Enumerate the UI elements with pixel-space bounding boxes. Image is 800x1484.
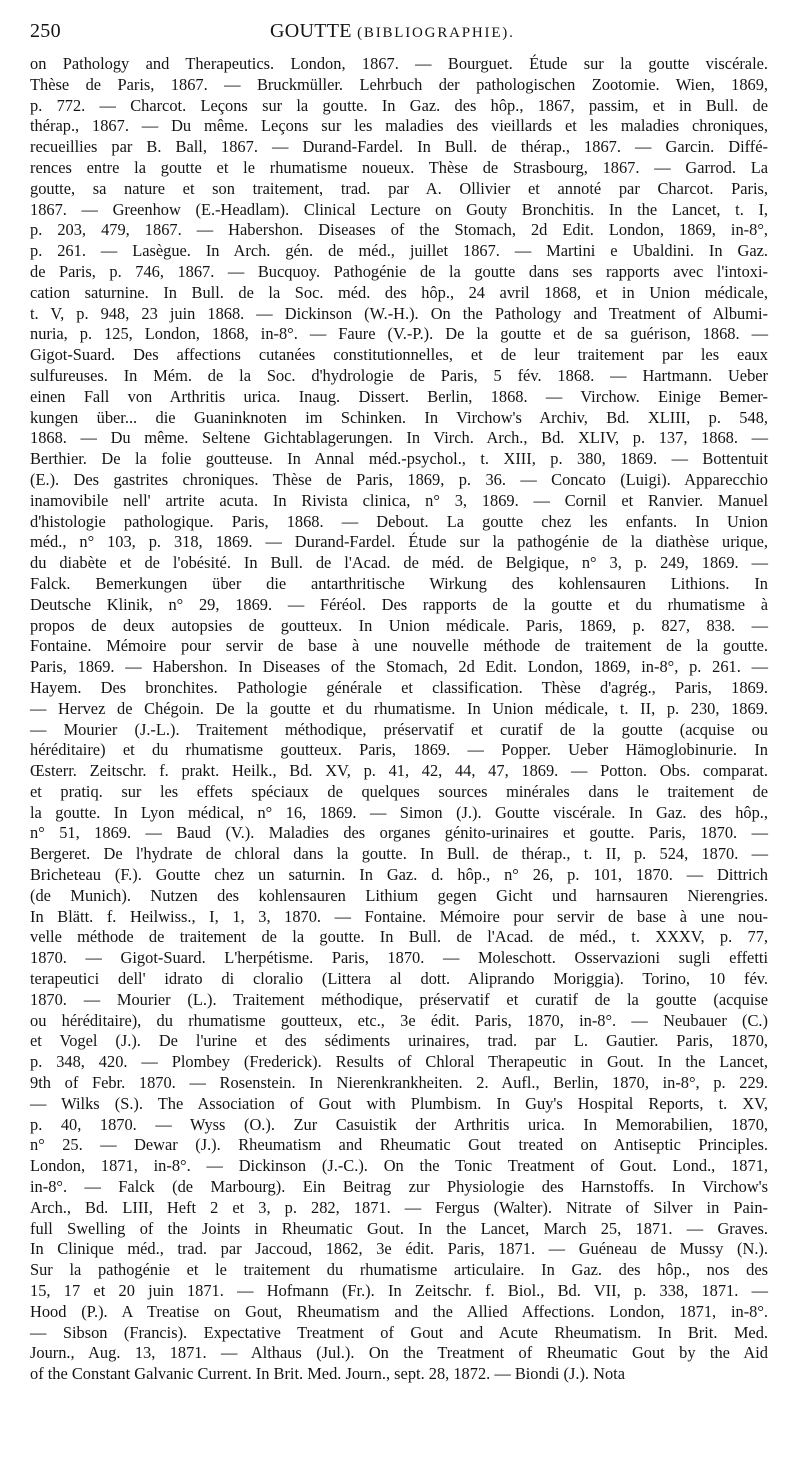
text-line: cation saturnine. In Bull. de la Soc. méd. des hôp., 24 avril 1868, et in Union médicale, [30,282,768,302]
text-line: Hayem. Des bronchites. Pathologie générale et classification. Thèse d'agrég., Paris, 1869. [30,677,768,697]
text-line: (de Munich). Nutzen des kohlensauren Lithium gegen Gicht und harnsauren Nierengries. [30,885,768,905]
text-line: Œsterr. Zeitschr. f. prakt. Heilk., Bd. XV, p. 41, 42, 44, 47, 1869. — Potton. Obs. comparat. [30,761,768,781]
running-subtitle: (BIBLIOGRAPHIE). [357,25,515,41]
text-line: recueillies par B. Ball, 1867. — Durand-Fardel. In Bull. de thérap., 1867. — Garcin. Diffé- [30,137,768,157]
text-line: 1870. — Mourier (L.). Traitement méthodique, préservatif et curatif de la goutte (acquise [30,989,768,1009]
text-line: Berthier. De la folie goutteuse. In Annal méd.-psychol., t. XIII, p. 380, 1869. — Bottentuit [30,449,768,469]
text-line: et Vogel (J.). De l'urine et des sédiments urinaires, trad. par L. Gautier. Paris, 1870, [30,1031,768,1051]
running-title: GOUTTE [270,20,352,42]
text-line: p. 40, 1870. — Wyss (O.). Zur Casuistik der Arthritis urica. In Memorabilien, 1870, [30,1114,768,1134]
text-line: p. 348, 420. — Plombey (Frederick). Results of Chloral Therapeutic in Gout. In the Lancet, [30,1052,768,1072]
text-line: Hood (P.). A Treatise on Gout, Rheumatism and the Allied Affections. London, 1871, in-8°. [30,1301,768,1321]
text-line: p. 772. — Charcot. Leçons sur la goutte. In Gaz. des hôp., 1867, passim, et in Bull. de [30,95,768,115]
text-line: de Paris, p. 746, 1867. — Bucquoy. Pathogénie de la goutte dans ses rapports avec l'intoxi- [30,261,768,281]
text-line: et pratiq. sur les effets spéciaux de quelques sources minérales dans le traitement de [30,781,768,801]
text-line: sulfureuses. In Mém. de la Soc. d'hydrologie de Paris, 5 fév. 1868. — Hartmann. Ueber [30,365,768,385]
text-line: In Blätt. f. Heilwiss., I, 1, 3, 1870. — Fontaine. Mémoire pour servir de base à une nou- [30,906,768,926]
text-line: la goutte. In Lyon médical, n° 16, 1869. — Simon (J.). Goutte viscérale. In Gaz. des hôp., [30,802,768,822]
text-line: p. 203, 479, 1867. — Habershon. Diseases of the Stomach, 2d Edit. London, 1869, in-8°, [30,220,768,240]
text-line: in-8°. — Falck (de Marbourg). Ein Beitrag zur Physiologie des Harnstoffs. In Virchow's [30,1177,768,1197]
text-line: Paris, 1869. — Habershon. In Diseases of the Stomach, 2d Edit. London, 1869, in-8°, p. 261. — [30,657,768,677]
text-line: — Hervez de Chégoin. De la goutte et du rhumatisme. In Union médicale, t. II, p. 230, 1869. [30,698,768,718]
text-line: on Pathology and Therapeutics. London, 1867. — Bourguet. Étude sur la goutte viscérale. [30,54,768,73]
text-line: (E.). Des gastrites chroniques. Thèse de Paris, 1869, p. 36. — Concato (Luigi). Apparecchio [30,469,768,489]
text-line: d'histologie pathologique. Paris, 1868. — Debout. La goutte chez les enfants. In Union [30,511,768,531]
text-line: goutte, sa nature et son traitement, trad. par A. Ollivier et annoté par Charcot. Paris, [30,178,768,198]
text-line: Sur la pathogénie et le traitement du rhumatisme articulaire. In Gaz. des hôp., nos des [30,1260,768,1280]
text-line: du diabète et de l'obésité. In Bull. de l'Acad. de méd. de Belgique, n° 3, p. 249, 1869. — [30,553,768,573]
text-line: Thèse de Paris, 1867. — Bruckmüller. Lehrbuch der pathologischen Zootomie. Wien, 1869, [30,74,768,94]
text-line: Fontaine. Mémoire pour servir de base à une nouvelle méthode de traitement de la goutte. [30,636,768,656]
text-line: Bricheteau (F.). Goutte chez un saturnin. In Gaz. d. hôp., n° 26, p. 101, 1870. — Dittrich [30,865,768,885]
text-line: — Mourier (J.-L.). Traitement méthodique, préservatif et curatif de la goutte (acquise ou [30,719,768,739]
text-line: thérap., 1867. — Du même. Leçons sur les maladies des vieillards et les maladies chroniques, [30,116,768,136]
text-line: 1868. — Du même. Seltene Gichtablagerungen. In Virch. Arch., Bd. XLIV, p. 137, 1868. — [30,428,768,448]
text-line: Gigot-Suard. Des affections cutanées constitutionnelles, et de leur traitement par les eaux [30,345,768,365]
text-line: 9th of Febr. 1870. — Rosenstein. In Nierenkrankheiten. 2. Aufl., Berlin, 1870, in-8°, p. 229. [30,1073,768,1093]
text-line: Journ., Aug. 13, 1871. — Althaus (Jul.). On the Treatment of Rheumatic Gout by the Aid [30,1343,768,1363]
text-line: kungen über... die Guaninknoten im Schinken. In Virchow's Archiv, Bd. XLIII, p. 548, [30,407,768,427]
text-line: terapeutici dell' idrato di cloralio (Littera al dott. Aliprando Moriggia). Torino, 10 fév. [30,969,768,989]
text-line: n° 51, 1869. — Baud (V.). Maladies des organes génito-urinaires et goutte. Paris, 1870. — [30,823,768,843]
text-line: rences entre la goutte et le rhumatisme noueux. Thèse de Strasbourg, 1867. — Garrod. La [30,157,768,177]
page-number: 250 [30,20,61,42]
text-line: nuria, p. 125, London, 1868, in-8°. — Faure (V.-P.). De la goutte et de sa guérison, 1868. — [30,324,768,344]
text-line: — Sibson (Francis). Expectative Treatment of Gout and Acute Rheumatism. In Brit. Med. [30,1322,768,1342]
text-line: méd., n° 103, p. 318, 1869. — Durand-Fardel. Étude sur la pathogénie de la diathèse urique, [30,532,768,552]
text-line: — Wilks (S.). The Association of Gout with Plumbism. In Guy's Hospital Reports, t. XV, [30,1093,768,1113]
text-line: In Clinique méd., trad. par Jaccoud, 1862, 3e édit. Paris, 1871. — Guéneau de Mussy (N.). [30,1239,768,1259]
text-line: propos de deux autopsies de goutteux. In Union médicale. Paris, 1869, p. 827, 838. — [30,615,768,635]
text-line: n° 25. — Dewar (J.). Rheumatism and Rheumatic Gout treated on Antiseptic Principles. [30,1135,768,1155]
text-line: full Swelling of the Joints in Rheumatic Gout. In the Lancet, March 25, 1871. — Graves. [30,1218,768,1238]
running-header [30,20,768,54]
text-line: 1870. — Gigot-Suard. L'herpétisme. Paris, 1870. — Moleschott. Osservazioni sugli effetti [30,948,768,968]
bibliography-text [30,54,768,1385]
text-line: 1867. — Greenhow (E.-Headlam). Clinical Lecture on Gouty Bronchitis. In the Lancet, t. I, [30,199,768,219]
text-line: 15, 17 et 20 juin 1871. — Hofmann (Fr.). In Zeitschr. f. Biol., Bd. VII, p. 338, 1871. — [30,1281,768,1301]
text-line: einen Fall von Arthritis urica. Inaug. Dissert. Berlin, 1868. — Virchow. Einige Bemer- [30,386,768,406]
text-line: t. V, p. 948, 23 juin 1868. — Dickinson (W.-H.). On the Pathology and Treatment of Albumi- [30,303,768,323]
text-line: Arch., Bd. LIII, Heft 2 et 3, p. 282, 1871. — Fergus (Walter). Nitrate of Silver in Pain- [30,1197,768,1217]
text-line: inamovibile nell' artrite acuta. In Rivista clinica, n° 3, 1869. — Cornil et Ranvier. Manuel [30,490,768,510]
text-line: ou héréditaire), du rhumatisme goutteux, etc., 3e édit. Paris, 1870, in-8°. — Neubauer (C.) [30,1010,768,1030]
text-line: of the Constant Galvanic Current. In Brit. Med. Journ., sept. 28, 1872. — Biondi (J.). Nota [30,1364,625,1384]
text-line: Bergeret. De l'hydrate de chloral dans la goutte. In Bull. de thérap., t. II, p. 524, 1870. — [30,844,768,864]
text-line: Falck. Bemerkungen über die antarthritische Wirkung des kohlensauren Lithions. In [30,573,768,593]
text-line: héréditaire) et du rhumatisme goutteux. Paris, 1869. — Popper. Ueber Hämoglobinurie. In [30,740,768,760]
text-line: Deutsche Klinik, n° 29, 1869. — Féréol. Des rapports de la goutte et du rhumatisme à [30,594,768,614]
text-line: velle méthode de traitement de la goutte. In Bull. de l'Acad. de méd., t. XXXV, p. 77, [30,927,768,947]
text-line: p. 261. — Lasègue. In Arch. gén. de méd., juillet 1867. — Martini e Ubaldini. In Gaz. [30,241,768,261]
text-line: London, 1871, in-8°. — Dickinson (J.-C.). On the Tonic Treatment of Gout. Lond., 1871, [30,1156,768,1176]
